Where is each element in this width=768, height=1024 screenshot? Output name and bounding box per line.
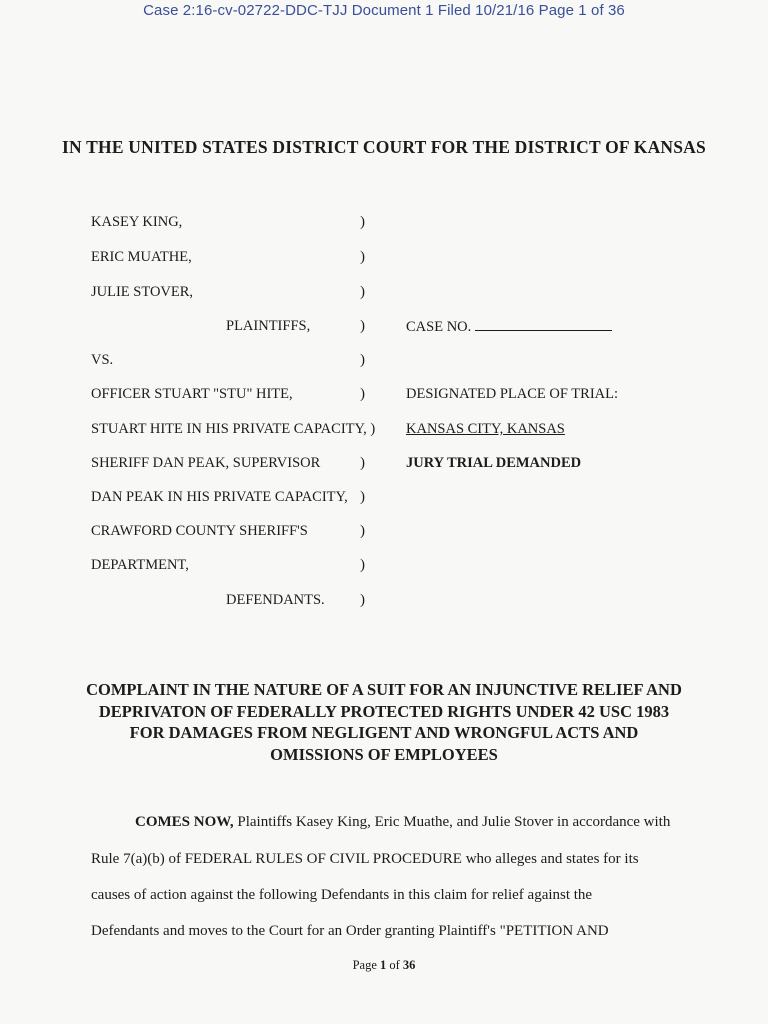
caption-paren: ) xyxy=(360,489,365,505)
caption-plaintiffs-label: PLAINTIFFS, xyxy=(226,318,311,334)
caption-defendant-5: CRAWFORD COUNTY SHERIFF'S xyxy=(91,523,308,539)
case-number-field xyxy=(406,318,612,336)
court-title: IN THE UNITED STATES DISTRICT COURT FOR THE DISTRICT OF KANSAS xyxy=(62,137,706,157)
jury-trial-demand: JURY TRIAL DEMANDED xyxy=(406,455,582,471)
page-footer xyxy=(0,958,768,973)
caption-paren: ) xyxy=(360,455,365,471)
case-number-blank xyxy=(475,318,612,331)
caption-defendant-2: STUART HITE IN HIS PRIVATE CAPACITY, ) xyxy=(91,421,376,437)
caption-defendant-5-cont: DEPARTMENT, xyxy=(91,557,189,573)
caption-defendant-3: SHERIFF DAN PEAK, SUPERVISOR xyxy=(91,455,321,471)
caption-paren: ) xyxy=(360,523,365,539)
comes-now-lead: COMES NOW, xyxy=(135,814,234,830)
body-line-4: Defendants and moves to the Court for an Order granting Plaintiff's "PETITION AND xyxy=(91,923,609,939)
body-line-2: Rule 7(a)(b) of FEDERAL RULES OF CIVIL PROCEDURE who alleges and states for its xyxy=(91,851,639,867)
page-number: 1 xyxy=(380,958,387,972)
caption-paren: ) xyxy=(360,557,365,573)
caption-versus: VS. xyxy=(91,352,114,368)
filing-stamp: Case 2:16-cv-02722-DDC-TJJ Document 1 Filed 10/21/16 Page 1 of 36 xyxy=(143,2,625,19)
caption-plaintiff-2: ERIC MUATHE, xyxy=(91,249,192,265)
caption-paren: ) xyxy=(360,352,365,368)
caption-defendant-1: OFFICER STUART "STU" HITE, xyxy=(91,386,293,402)
complaint-title-text: COMPLAINT IN THE NATURE OF A SUIT FOR AN INJUNCTIVE RELIEF AND DEPRIVATON OF FEDERALLY PROTECTED RIGHTS UNDER 42 USC 1983 FOR DAMAGES FROM NEGLIGENT AND WRONGFUL ACTS AND OMISSIONS OF EMPLOYEES xyxy=(86,680,682,764)
caption-paren: ) xyxy=(360,318,365,334)
caption-paren: ) xyxy=(360,284,365,300)
caption-paren: ) xyxy=(360,214,365,230)
place-of-trial-value: KANSAS CITY, KANSAS xyxy=(406,421,565,437)
case-number-label: CASE NO. xyxy=(406,319,472,335)
body-line-3: causes of action against the following Defendants in this claim for relief against the xyxy=(91,887,593,903)
caption-paren: ) xyxy=(360,249,365,265)
page-word: Page xyxy=(352,958,380,972)
caption-plaintiff-1: KASEY KING, xyxy=(91,214,183,230)
caption-defendant-4: DAN PEAK IN HIS PRIVATE CAPACITY, xyxy=(91,489,348,505)
complaint-title xyxy=(0,679,768,765)
page-total: 36 xyxy=(402,958,416,972)
caption-defendants-label: DEFENDANTS. xyxy=(226,592,325,608)
place-of-trial-label: DESIGNATED PLACE OF TRIAL: xyxy=(406,386,618,402)
caption-plaintiff-3: JULIE STOVER, xyxy=(91,284,194,300)
body-line-1-rest: Plaintiffs Kasey King, Eric Muathe, and Julie Stover in accordance with xyxy=(233,814,671,830)
caption-paren: ) xyxy=(360,386,365,402)
body-line-1 xyxy=(135,814,670,831)
of-word: of xyxy=(386,958,403,972)
caption-paren: ) xyxy=(360,592,365,608)
